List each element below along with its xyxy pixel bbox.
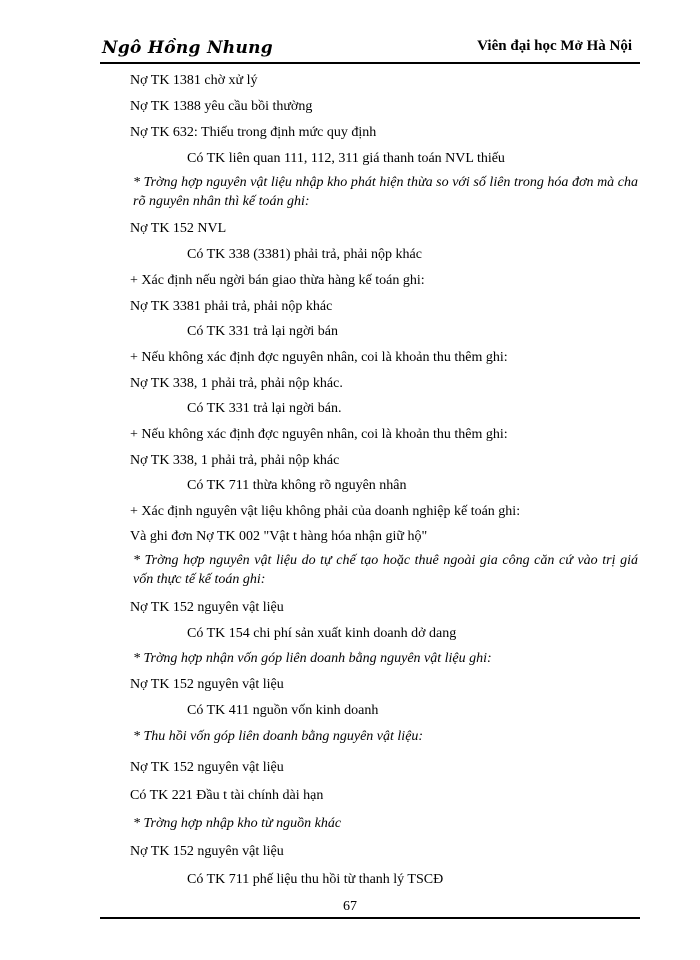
text-line: Có TK 711 thừa không rõ nguyên nhân (187, 478, 407, 493)
italic-paragraph: * Trờng hợp nguyên vật liệu nhập kho phát hiện thừa so với số liên trong hóa đơn mà cha rõ nguyên nhân thì kế toán ghi: (133, 175, 638, 209)
italic-paragraph: * Trờng hợp nguyên vật liệu do tự chế tạo hoặc thuê ngoài gia công căn cứ vào trị giá vốn thực tế kế toán ghi: (133, 553, 638, 587)
text-line: Nợ TK 1388 yêu cầu bồi thường (130, 99, 313, 114)
text-line: Có TK 331 trả lại ngời bán (187, 324, 339, 339)
header-rule (100, 62, 640, 64)
text-line: Nợ TK 152 nguyên vật liệu (130, 600, 284, 615)
author-name: Ngô Hồng Nhung (102, 38, 273, 58)
text-line: Nợ TK 632: Thiếu trong định mức quy định (130, 125, 377, 140)
text-line: Có TK 331 trả lại ngời bán. (187, 401, 342, 416)
footer-rule (100, 917, 640, 919)
text-line: Nợ TK 3381 phải trả, phải nộp khác (130, 299, 333, 314)
text-line: + Nếu không xác định đợc nguyên nhân, coi là khoản thu thêm ghi: (130, 427, 508, 442)
italic-line: * Thu hồi vốn góp liên doanh bằng nguyên vật liệu: (133, 729, 424, 744)
text-line: Có TK 154 chi phí sản xuất kinh doanh dở dang (187, 626, 457, 641)
italic-line: * Trờng hợp nhận vốn góp liên doanh bằng nguyên vật liệu ghi: (133, 651, 492, 666)
page-header (100, 38, 640, 62)
text-line: Nợ TK 152 nguyên vật liệu (130, 760, 284, 775)
text-line: + Xác định nếu ngời bán giao thừa hàng kế toán ghi: (130, 273, 425, 288)
text-line: + Xác định nguyên vật liệu không phải của doanh nghiệp kế toán ghi: (130, 504, 521, 519)
text-line: Nợ TK 152 nguyên vật liệu (130, 844, 284, 859)
page-number: 67 (343, 899, 357, 914)
text-line: Nợ TK 338, 1 phải trả, phải nộp khác. (130, 376, 343, 391)
text-line: Và ghi đơn Nợ TK 002 "Vật t hàng hóa nhận giữ hộ" (130, 529, 428, 544)
text-line: Có TK 221 Đầu t tài chính dài hạn (130, 788, 324, 803)
text-line: Có TK 338 (3381) phải trả, phải nộp khác (187, 247, 422, 262)
text-line: Có TK 711 phế liệu thu hồi từ thanh lý TSCĐ (187, 872, 444, 887)
text-line: Nợ TK 152 nguyên vật liệu (130, 677, 284, 692)
italic-line: * Trờng hợp nhập kho từ nguồn khác (133, 816, 342, 831)
text-line: Nợ TK 338, 1 phải trả, phải nộp khác (130, 453, 340, 468)
text-line: Có TK liên quan 111, 112, 311 giá thanh toán NVL thiếu (187, 151, 505, 166)
text-line: Nợ TK 152 NVL (130, 221, 227, 236)
text-line: Nợ TK 1381 chờ xử lý (130, 73, 258, 88)
text-line: + Nếu không xác định đợc nguyên nhân, coi là khoản thu thêm ghi: (130, 350, 508, 365)
institution-name: Viên đại học Mở Hà Nội (477, 38, 632, 54)
text-line: Có TK 411 nguồn vốn kinh doanh (187, 703, 379, 718)
